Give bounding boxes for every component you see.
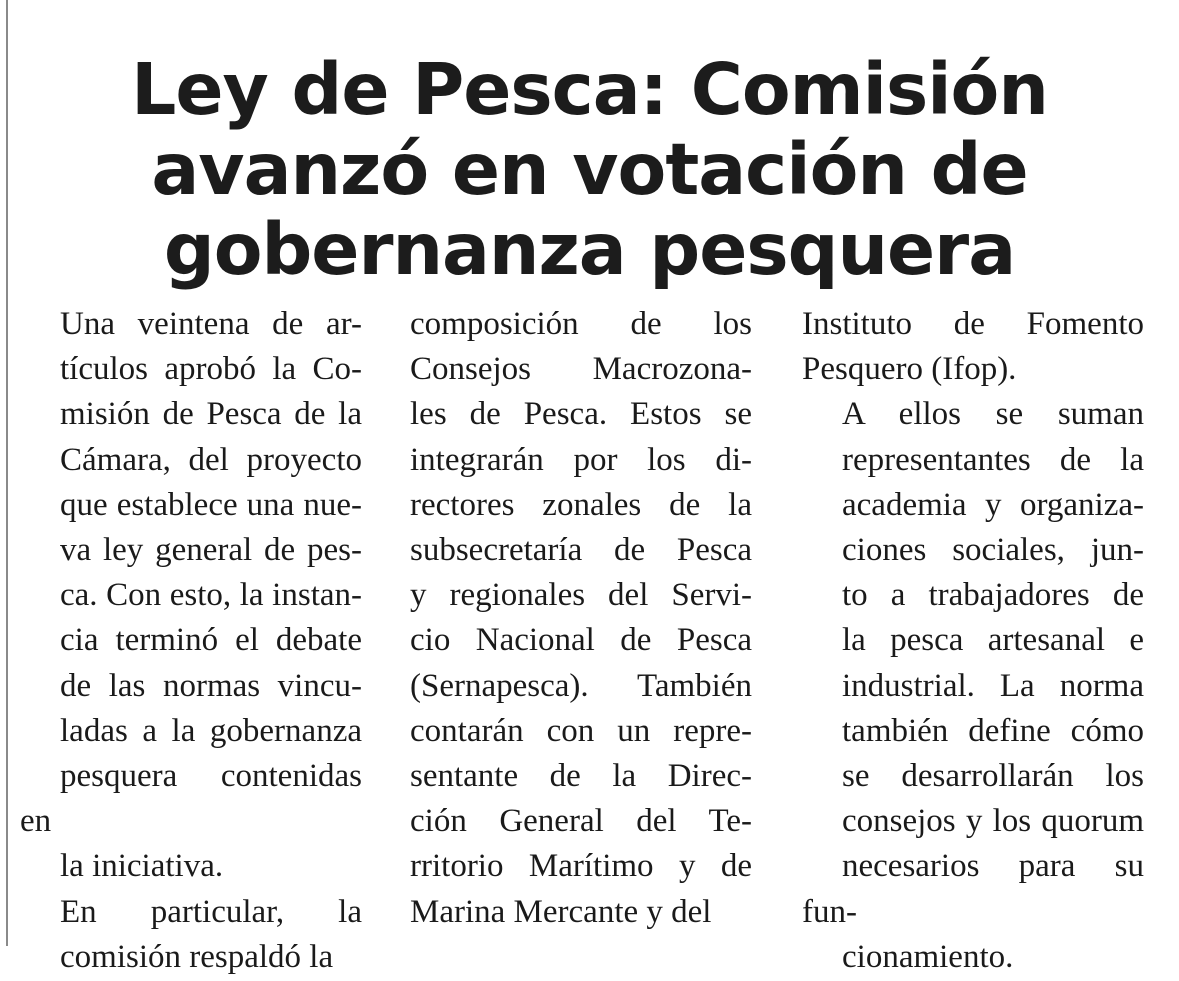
article-column-1 bbox=[20, 302, 362, 980]
text-line: sentante de la Direc- bbox=[410, 758, 752, 795]
text-line: les de Pesca. Estos se bbox=[410, 396, 752, 433]
paragraph bbox=[410, 302, 752, 935]
text-line: cionamiento. bbox=[842, 938, 1014, 975]
text-line: ción General del Te- bbox=[410, 803, 752, 840]
text-line: ladas a la gobernanza bbox=[60, 712, 362, 749]
text-line: va ley general de pes- bbox=[60, 532, 362, 569]
text-line: Consejos Macrozona- bbox=[410, 351, 752, 388]
text-line: también define cómo bbox=[842, 712, 1144, 749]
text-line: representantes de la bbox=[842, 441, 1144, 478]
text-line: cio Nacional de Pesca bbox=[410, 622, 752, 659]
headline bbox=[0, 50, 1179, 290]
text-line: rritorio Marítimo y de bbox=[410, 848, 752, 885]
text-line: En particular, la bbox=[60, 893, 362, 930]
text-line: consejos y los quorum bbox=[842, 803, 1144, 840]
text-line: se desarrollarán los bbox=[842, 758, 1144, 795]
paragraph bbox=[802, 302, 1144, 392]
text-line: Instituto de Fomento bbox=[802, 306, 1144, 342]
text-line: necesarios para su fun- bbox=[802, 848, 1144, 930]
text-line: que establece una nue- bbox=[60, 486, 362, 523]
text-line: pesquera contenidas en bbox=[20, 758, 362, 840]
text-line: misión de Pesca de la bbox=[60, 396, 362, 433]
text-line: (Sernapesca). También bbox=[410, 667, 752, 704]
text-line: to a trabajadores de bbox=[842, 577, 1144, 614]
text-line: rectores zonales de la bbox=[410, 486, 752, 523]
text-line: la pesca artesanal e bbox=[842, 622, 1144, 659]
text-line: integrarán por los di- bbox=[410, 441, 752, 478]
text-line: contarán con un repre- bbox=[410, 712, 752, 749]
text-line: la iniciativa. bbox=[60, 848, 224, 885]
headline-line: Ley de Pesca: Comisión bbox=[131, 48, 1048, 131]
text-line: A ellos se suman bbox=[842, 396, 1144, 433]
text-line: Pesquero (Ifop). bbox=[802, 351, 1017, 388]
headline-line: avanzó en votación de bbox=[151, 128, 1028, 211]
text-line: cia terminó el debate bbox=[60, 622, 362, 659]
text-line: subsecretaría de Pesca bbox=[410, 532, 752, 569]
headline-line: gobernanza pesquera bbox=[163, 208, 1016, 291]
text-line: ca. Con esto, la instan- bbox=[60, 577, 362, 614]
text-line: industrial. La norma bbox=[842, 667, 1144, 704]
text-line: Cámara, del proyecto bbox=[60, 441, 362, 478]
text-line: comisión respaldó la bbox=[60, 938, 334, 975]
text-line: y regionales del Servi- bbox=[410, 577, 752, 614]
paragraph bbox=[20, 890, 362, 980]
text-line: Marina Mercante y del bbox=[410, 893, 712, 930]
text-line: ciones sociales, jun- bbox=[842, 532, 1144, 569]
article-column-3 bbox=[802, 302, 1144, 980]
text-line: de las normas vincu- bbox=[60, 667, 362, 704]
paragraph bbox=[20, 302, 362, 890]
text-line: Una veintena de ar- bbox=[60, 306, 362, 342]
text-line: tículos aprobó la Co- bbox=[60, 351, 362, 388]
article-column-2 bbox=[410, 302, 752, 935]
paragraph bbox=[802, 392, 1144, 980]
text-line: composición de los bbox=[410, 306, 752, 342]
text-line: academia y organiza- bbox=[842, 486, 1144, 523]
